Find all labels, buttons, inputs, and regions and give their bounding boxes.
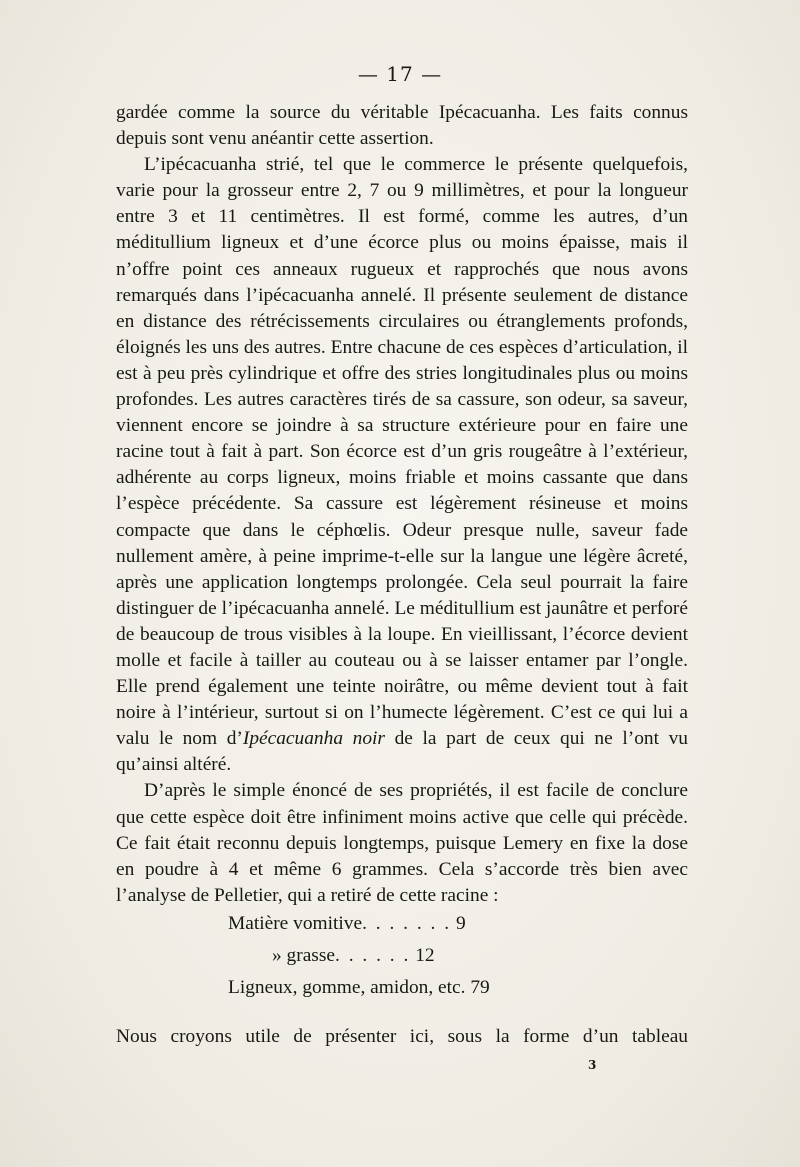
italic-plant-name: Ipécacuanha noir (242, 728, 385, 750)
signature-mark: 3 (588, 1058, 597, 1072)
table-row (228, 908, 548, 940)
table-row (228, 972, 548, 1004)
paragraph-2-text: L’ipécacuanha strié, tel que le commerce le présente quelquefois, varie pour la grosseur entre 2, 7 ou 9 millimètres, et pour la longueur entre 3 et 11 centimètres. Il est formé, comme les autres, d’un méditullium ligneux et d’une écorce plus ou moins épaisse, mais il n’offre point ces anneaux rugueux et rapprochés que nous avons remarqués dans l’ipécacuanha annelé. Il présente seulement de distance en distance des rétrécissements circulaires ou étranglements profonds, éloignés les uns des autres. Entre chacune de ces espèces d’articulation, il est à peu près cylindrique et offre des stries longitudinales plus ou moins profondes. Les autres caractères tirés de sa cassure, son odeur, sa saveur, viennent encore se joindre à sa structure extérieure pour en faire une racine tout à fait à part. Son écorce est d’un gris rougeâtre à l’extérieur, adhérente au corps ligneux, moins friable et moins cassante que dans l’espèce précédente. Sa cassure est légèrement résineuse et moins compacte que dans le céphœlis. Odeur presque nulle, saveur fade nullement amère, à peine imprime-t-elle sur la langue une légère âcreté, après une application longtemps prolongée. Cela seul pourrait la faire distinguer de l’ipécacuanha annelé. Le méditullium est jaunâtre et perforé de beaucoup de trous visibles à la loupe. En vieillissant, l’écorce devient molle et facile à tailler au couteau ou à se laisser entamer par l’ongle. Elle prend également une teinte noirâtre, ou même devient tout à fait noire à l’intérieur, surtout si on l’humecte légèrement. C’est ce qui lui a valu le nom d’ (116, 154, 688, 750)
analysis-table (228, 908, 548, 1004)
table-row-label: Matière vomitive (228, 913, 363, 934)
table-row-dots: . . . . . . (335, 945, 411, 966)
body-text (116, 100, 688, 909)
table-row-label: Ligneux, gomme, amidon, etc. (228, 977, 466, 998)
table-row-value: 9 (455, 913, 466, 934)
table-row (228, 940, 548, 972)
final-line: Nous croyons utile de présenter ici, sous la forme d’un tableau (116, 1026, 688, 1047)
table-row-label: » grasse (272, 945, 336, 966)
paragraph-3: D’après le simple énoncé de ses propriétés, il est facile de conclure que cette espèce doit être infiniment moins active que celle qui précède. Ce fait était reconnu depuis longtemps, puisque Lemery en fixe la dose en poudre à 4 et même 6 grammes. Cela s’accorde très bien avec l’analyse de Pelletier, qui a retiré de cette racine : (116, 780, 688, 906)
table-row-value: 12 (415, 945, 435, 966)
paragraph-2 (116, 152, 688, 778)
table-row-dots: . . . . . . . (362, 913, 452, 934)
paragraph-1: gardée comme la source du véritable Ipécacuanha. Les faits connus depuis sont venu anéantir cette assertion. (116, 102, 688, 150)
table-row-value: 79 (470, 977, 490, 998)
page-number: — 17 — (357, 62, 443, 86)
paragraph-2-tail: de la part de ceux qui ne l’ont vu qu’ainsi altéré. (116, 728, 688, 776)
